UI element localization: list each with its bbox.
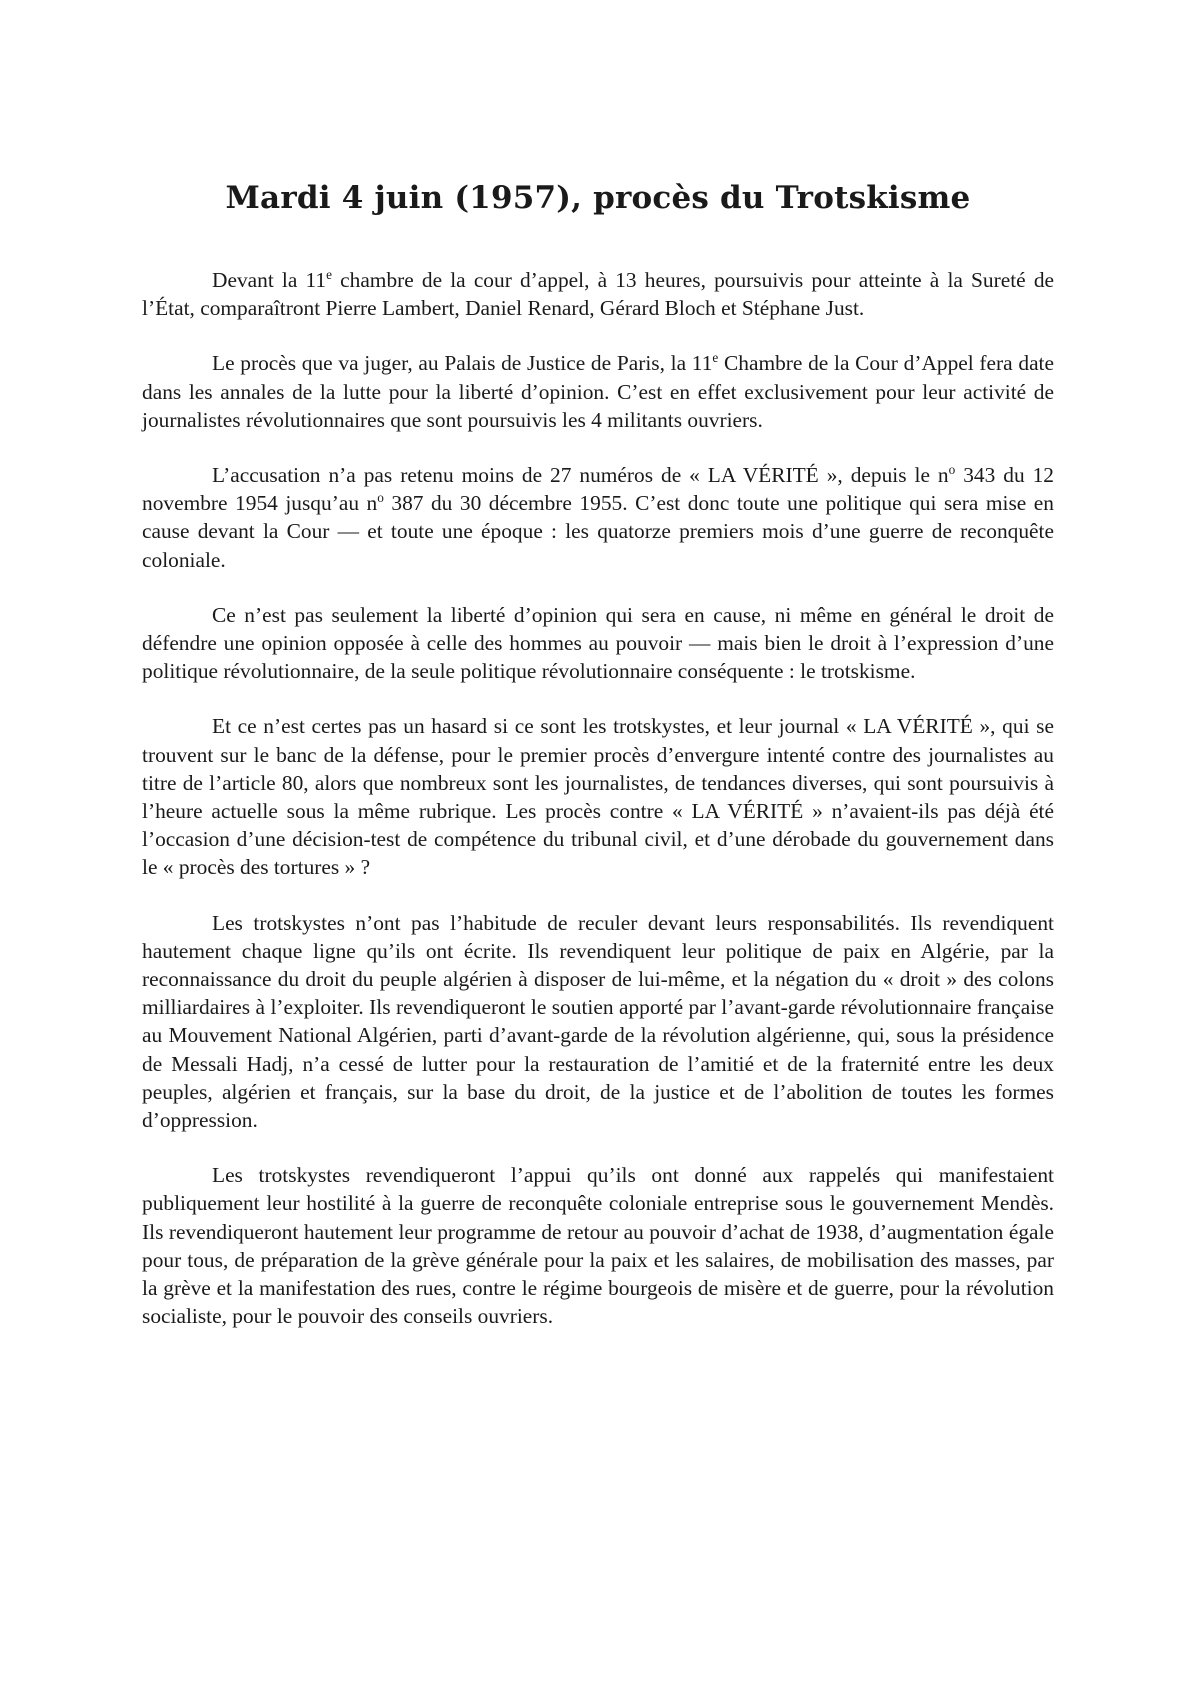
paragraph-text: 387 du 30 décembre 1955. C’est donc toute une politique qui sera mise en cause devant la Cour — et toute une époque : les quatorze premiers mois d’une guerre de reconquête coloniale. bbox=[142, 491, 1055, 572]
paragraph bbox=[142, 461, 1054, 574]
paragraph bbox=[142, 266, 1054, 322]
paragraph-text: Chambre de la Cour d’Appel fera date dans les annales de la lutte pour la liberté d’opinion. C’est en effet exclusivement pour leur activité de journalistes révolutionnaires que sont poursuivis les 4 militants ouvriers. bbox=[142, 351, 1054, 432]
paragraph-text: Les trotskystes n’ont pas l’habitude de reculer devant leurs responsabilités. Ils revendiquent hautement chaque ligne qu’ils ont écrite. Ils revendiquent leur politique de paix en Algérie, par la reconnaissance du droit du peuple algérien à disposer de lui-même, et la négation du « droit » des colons milliardaires à l’exploiter. Ils revendiqueront le soutien apporté par l’avant-garde révolutionnaire française au Mouvement National Algérien, parti d’avant-garde de la révolution algérienne, qui, sous la présidence de Messali Hadj, n’a cessé de lutter pour la restauration de l’amitié et de la fraternité entre les deux peuples, algérien et français, sur la base du droit, de la justice et de l’abolition de toutes les formes d’oppression. bbox=[142, 910, 1054, 1133]
superscript-text: o bbox=[377, 490, 384, 506]
paragraph bbox=[142, 712, 1054, 881]
paragraph-text: Et ce n’est certes pas un hasard si ce sont les trotskystes, et leur journal « LA VÉRITÉ », qui se trouvent sur le banc de la défense, pour le premier procès d’envergure intenté contre des journalistes au titre de l’article 80, alors que nombreux sont les journalistes, de tendances diverses, qui sont poursuivis à l’heure actuelle sous la même rubrique. Les procès contre « LA VÉRITÉ » n’avaient-ils pas déjà été l’occasion d’une décision-test de compétence du tribunal civil, et d’une dérobade du gouvernement dans le « procès des tortures » ? bbox=[142, 714, 1054, 880]
superscript-text: e bbox=[326, 266, 332, 282]
superscript-text: o bbox=[948, 461, 956, 477]
paragraph bbox=[142, 601, 1054, 686]
document-title: Mardi 4 juin (1957), procès du Trotskisme bbox=[225, 180, 971, 216]
paragraph bbox=[142, 909, 1054, 1135]
paragraph-text: Ce n’est pas seulement la liberté d’opinion qui sera en cause, ni même en général le droit de défendre une opinion opposée à celle des hommes au pouvoir — mais bien le droit à l’expression d’une politique révolutionnaire, de la seule politique révolutionnaire conséquente : le trotskisme. bbox=[142, 602, 1054, 684]
paragraph-text: L’accusation n’a pas retenu moins de 27 numéros de « LA VÉRITÉ », depuis le n bbox=[212, 463, 949, 488]
paragraph-text: Devant la 11 bbox=[212, 268, 327, 292]
paragraph-text: chambre de la cour d’appel, à 13 heures, poursuivis pour atteinte à la Sureté de l’État, comparaîtront Pierre Lambert, Daniel Renard, Gérard Bloch et Stéphane Just. bbox=[142, 268, 1055, 321]
paragraph bbox=[142, 1161, 1054, 1330]
paragraph-text: Le procès que va juger, au Palais de Justice de Paris, la 11 bbox=[212, 351, 713, 376]
paragraph-text: 343 du 12 novembre 1954 jusqu’au n bbox=[142, 463, 1054, 516]
document-page bbox=[142, 180, 1054, 1358]
paragraph bbox=[142, 349, 1054, 434]
paragraph-text: Les trotskystes revendiqueront l’appui qu’ils ont donné aux rappelés qui manifestaient publiquement leur hostilité à la guerre de reconquête coloniale entreprise sous le gouvernement Mendès. Ils revendiqueront hautement leur programme de retour au pouvoir d’achat de 1938, d’augmentation égale pour tous, de préparation de la grève générale pour la paix et les salaires, de mobilisation des masses, par la grève et la manifestation des rues, contre le régime bourgeois de misère et de guerre, pour la révolution socialiste, pour le pouvoir des conseils ouvriers. bbox=[142, 1163, 1054, 1329]
document-body bbox=[142, 266, 1054, 1331]
superscript-text: e bbox=[712, 350, 719, 366]
